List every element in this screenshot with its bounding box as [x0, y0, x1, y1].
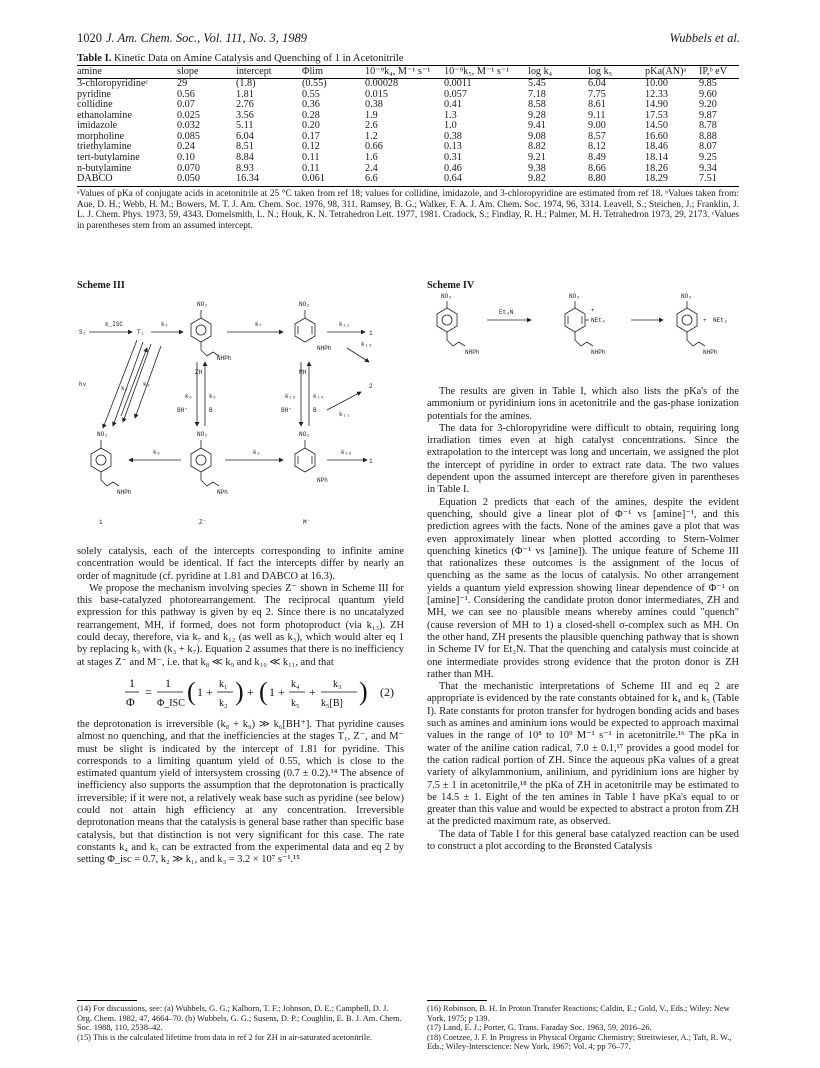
eq-k4: k₄ — [291, 679, 300, 690]
label-k10: k₁₀ — [341, 449, 352, 456]
table-cell: 14.50 — [645, 120, 668, 132]
table-cell: 1.0 — [444, 120, 457, 132]
table-cell: 29 — [177, 78, 188, 89]
table-cell: 0.050 — [177, 174, 236, 186]
table-cell: 1.2 — [365, 130, 378, 142]
table-cell: 2.76 — [236, 99, 254, 111]
label-product-1-bottom: 1 — [369, 458, 373, 465]
footnote-14: (14) For discussions, see: (a) Wubbels, G. G.; Kalhorn, T. F.; Johnson, D. E.; Campbell, D. J. Org. Chem. 1982, 47, 4664–70. (b) Wubbels, G. G.; Susens, D. P.; Coughlin, E. B. J. Am. Chem. Soc. 1988, 110, 2538–42. — [77, 1004, 402, 1033]
table-cell: 9.60 — [699, 88, 717, 100]
table-cell: 9.25 — [699, 152, 717, 164]
table-cell: 14.90 — [645, 99, 668, 111]
eq-phi-isc: Φ_ISC — [157, 698, 185, 709]
eq-k3: k₃ — [333, 679, 342, 690]
table-cell: 0.38 — [365, 99, 383, 111]
table-cell: 0.56 — [177, 88, 195, 100]
table-cell: 0.66 — [365, 141, 383, 153]
label-nhph-1: NHPh — [117, 489, 132, 496]
table-cell: 8.07 — [699, 141, 717, 153]
table-cell: 12.33 — [645, 88, 668, 100]
label-no2-1: NO₂ — [97, 431, 108, 438]
table-cell: 5.11 — [236, 120, 254, 132]
table-cell: 8.66 — [588, 162, 606, 174]
label-kisc: k_ISC — [105, 321, 124, 328]
footnote-17: (17) Land, E. J.; Porter, G. Trans. Faraday Soc. 1963, 59, 2016–26. — [427, 1023, 652, 1033]
scheme-3-title: Scheme III — [77, 280, 125, 291]
eq-plus: + — [247, 685, 254, 699]
table-footnote: ᵃValues of pKa of conjugate acids in acetonitrile at 25 °C taken from ref 18; values for collidine, imidazole, and 3-chloropyridine are estimated from ref 18. ᵇValues taken from: Aue, D. H.; Webb, H. M.; Bowers, M. T. J. Am. Chem. Soc. 1976, 98, 311. Ramsey, B. G.; Walker, F. A. J. Am. Chem. Soc. 1974, 96, 3314. Leavell, S.; Steichen, J.; Franklin, J. L. J. Chem. Phys. 1973, 59, 4343. Domelsmith, L. N.; Houk, K. N. Tetrahedron Lett. 1977, 1981. Cradock, S.; Findlay, R. H.; Palmer, M. H. Tetrahedron 1973, 29, 2173. ᶜValues in parentheses stem from an assumed intercept. — [77, 189, 739, 231]
label-s1: S₁ — [79, 329, 87, 336]
s4-et3n: Et₃N — [499, 309, 514, 316]
table-cell: 0.025 — [177, 109, 200, 121]
eq-k1: k₁ — [219, 679, 228, 690]
table-cell: 0.057 — [444, 88, 467, 100]
footnote-16: (16) Robinson, B. H. In Proton Transfer Reactions; Caldin, E.; Gold, V., Eds.; Wiley: New York, 1975; p 139. — [427, 1004, 730, 1023]
page-number: 1020 — [77, 31, 102, 45]
table-cell: 7.75 — [588, 88, 606, 100]
table-cell: 17.53 — [645, 109, 668, 121]
label-k12: k₁₂ — [339, 321, 350, 328]
svg-text:+: + — [309, 685, 316, 699]
ring-zh — [191, 318, 211, 342]
table-cell: 8.78 — [699, 120, 717, 132]
label-product-1-top: 1 — [369, 330, 373, 337]
table-cell: 0.085 — [177, 130, 200, 142]
table-cell: 0.061 — [302, 174, 365, 186]
svg-text:=: = — [145, 685, 152, 699]
scheme-4-title: Scheme IV — [427, 280, 475, 291]
table-cell: 8.12 — [588, 141, 606, 153]
table-cell: 0.032 — [177, 120, 200, 132]
table-cell: 0.12 — [302, 141, 320, 153]
ring-1 — [91, 448, 111, 472]
table-cell: 0.11 — [302, 152, 320, 164]
eq-k5b: k₅[B] — [321, 698, 343, 709]
left-column-bottom — [77, 719, 404, 867]
label-bh-left: BH⁺ — [177, 407, 188, 414]
label-bh-right: BH⁺ — [281, 407, 292, 414]
table-cell: 3.56 — [236, 109, 254, 121]
right-paragraph-4: That the mechanistic interpretations of Scheme III and eq 2 are appropriate is evidenced by the rate constants obtained for k₄ and k₅ (Table I). Rate constants for proton transfer for hydrogen bonding acids and bases such as amines and aminium ions would be expected to approach maximal values in the range of 10⁸ to 10⁹ M⁻¹ s⁻¹ in acetonitrile.¹⁶ The pKa in water of the aniline cation radical, 7.0 ± 0.1,¹⁷ provides a good model for the cation radical portion of ZH. Since the aqueous pKa values of a great variety of alkylammonium, anilinium, and pyridinium ions are higher by 7.5 ± 1 in acetonitrile,¹⁸ the pKa of ZH in acetonitrile may be estimated to be 14.5 ± 1. Eight of the ten amines in Table I have pKa's equal to or greater than this value and would be expected to abstract a proton from ZH at the predicted maximum rate, as observed. — [427, 681, 739, 828]
table-row — [77, 174, 739, 186]
table-row — [77, 100, 739, 111]
table-cell: (0.55) — [302, 78, 327, 89]
s4-nhph-c: NHPh — [703, 349, 718, 356]
eq-number: (2) — [380, 685, 394, 699]
svg-text:): ) — [235, 677, 244, 706]
footnote-rule-right — [427, 1000, 487, 1001]
table-cell: (1.8) — [236, 78, 256, 89]
table-cell: 0.31 — [444, 152, 462, 164]
table-cell: 6.04 — [588, 78, 606, 89]
table-cell: 0.11 — [302, 162, 320, 174]
label-k7: k₇ — [255, 321, 263, 328]
eq-k2: k₂ — [219, 698, 228, 709]
label-k6: k₆ — [185, 393, 193, 400]
label-product-2: 2 — [369, 383, 373, 390]
amine-name-cell: tert-butylamine — [77, 152, 140, 164]
table-cell: 0.41 — [444, 99, 462, 111]
table-cell: 9.28 — [528, 109, 546, 121]
table-cell: 18.29 — [645, 174, 699, 186]
table-cell: 0.28 — [302, 109, 320, 121]
label-k11: k₁₁ — [339, 411, 350, 418]
table-cell: 0.07 — [177, 99, 195, 111]
amine-name-cell: ethanolamine — [77, 109, 132, 121]
table-caption-label: Table I. — [77, 53, 112, 64]
table-cell: 6.6 — [365, 174, 444, 186]
label-k1: k₁ — [121, 385, 129, 392]
table-cell: 8.84 — [236, 152, 254, 164]
left-paragraph-1: solely catalysis, each of the intercepts corresponding to infinite amine concentration would be identical. If fact the intercepts differ by nearly an order of magnitude (cf. pyridine at 1.81 and DABCO at 16.3). — [77, 546, 404, 582]
column-header: 10⁻⁹k₅, M⁻¹ s⁻¹ — [444, 66, 528, 79]
label-m-minus: M⁻ — [303, 519, 311, 526]
column-header: Φlim — [302, 66, 365, 79]
table-cell: 9.11 — [588, 109, 606, 121]
label-k8: k₈ — [153, 449, 161, 456]
table-cell: 9.82 — [528, 174, 588, 186]
label-k2: k₂ — [161, 321, 169, 328]
scheme-3-diagram — [77, 290, 407, 536]
table-body — [77, 79, 739, 187]
table-cell: 8.51 — [236, 141, 254, 153]
table-cell: 8.49 — [588, 152, 606, 164]
table-cell: 18.46 — [645, 141, 668, 153]
column-header: IP,ᵇ eV — [699, 66, 739, 79]
table-caption-text: Kinetic Data on Amine Catalysis and Quenching of 1 in Acetonitrile — [114, 53, 404, 64]
table-cell: 0.070 — [177, 162, 200, 174]
s4-nhph-b: NHPh — [591, 349, 606, 356]
label-k5: k₅ — [209, 393, 217, 400]
label-nph-m: NPh — [317, 477, 328, 484]
table-cell: 8.93 — [236, 162, 254, 174]
label-b-left: B — [209, 407, 213, 414]
s4-nhph-a: NHPh — [465, 349, 480, 356]
right-paragraph-2: The data for 3-chloropyridine were difficult to obtain, requiring long irradiation times even at high catalyst concentrations. Since the extrapolation to the intercept was long and uncertain, we assigned the plot the intercept of pyridine in order to extract rate data. The two values dependent upon the assumed intercept are therefore given in parentheses in Table I. — [427, 422, 739, 496]
table-header — [77, 66, 739, 79]
table-cell: 1.9 — [365, 109, 378, 121]
table-cell: 8.58 — [528, 99, 546, 111]
amine-name-cell: DABCO — [77, 174, 177, 186]
label-zh: ZH — [195, 369, 203, 376]
table-cell: 9.21 — [528, 152, 546, 164]
label-nhph-mh: NHPh — [317, 345, 332, 352]
table-cell: 6.04 — [236, 130, 254, 142]
right-paragraph-1: The results are given in Table I, which also lists the pKa's of the ammonium or pyridinium ions in acetonitrile and the gas-phase ionization potentials for the amines. — [427, 386, 739, 422]
footnotes-right — [427, 1004, 739, 1052]
amine-name-cell: collidine — [77, 99, 113, 111]
amine-name-cell: n-butylamine — [77, 162, 132, 174]
label-no2-z: NO₂ — [197, 431, 208, 438]
table-cell: 9.34 — [699, 162, 717, 174]
table-cell: 10.00 — [645, 78, 668, 89]
label-b-right: B — [313, 407, 317, 414]
column-header: 10⁻⁹k₄, M⁻¹ s⁻¹ — [365, 66, 444, 79]
table-cell: 9.38 — [528, 162, 546, 174]
label-no2-mh: NO₂ — [299, 301, 310, 308]
svg-text:1 +: 1 + — [197, 685, 213, 699]
table-cell: 0.10 — [177, 152, 195, 164]
column-header: log k₅ — [588, 66, 645, 79]
table-cell: 9.41 — [528, 120, 546, 132]
table-cell: 18.26 — [645, 162, 668, 174]
table-row — [77, 79, 739, 90]
table-cell: 0.64 — [444, 174, 528, 186]
table-cell: 9.85 — [699, 78, 717, 89]
right-column — [427, 386, 739, 853]
table-row — [77, 153, 739, 164]
footnote-15: (15) This is the calculated lifetime from data in ref 2 for ZH in air-saturated acetonitrile. — [77, 1032, 373, 1042]
label-nph-z: NPh — [217, 489, 228, 496]
column-header: slope — [177, 66, 236, 79]
equation-2 — [77, 670, 404, 714]
table-cell: 7.51 — [699, 174, 739, 186]
table-cell: 0.13 — [444, 141, 462, 153]
amine-name-cell: pyridine — [77, 88, 111, 100]
footnote-rule-left — [77, 1000, 137, 1001]
svg-text:1 +: 1 + — [269, 685, 285, 699]
s4-no2-c: NO₂ — [681, 293, 692, 300]
table-cell: 8.57 — [588, 130, 606, 142]
table-cell: 9.08 — [528, 130, 546, 142]
amine-name-cell: triethylamine — [77, 141, 132, 153]
table-cell: 0.17 — [302, 130, 320, 142]
s4-plus-b: + — [591, 307, 595, 314]
s4-no2-b: NO₂ — [569, 293, 580, 300]
amine-name-cell: imidazole — [77, 120, 118, 132]
table-cell: 5.45 — [528, 78, 546, 89]
label-t1: T₁ — [137, 329, 145, 336]
kinetic-data-table — [77, 65, 739, 187]
amine-name-cell: morpholine — [77, 130, 124, 142]
label-k15: k₁₅ — [285, 393, 296, 400]
table-cell: 2.6 — [365, 120, 378, 132]
label-compound-1: 1 — [99, 519, 103, 526]
s4-plus-c: + — [703, 317, 707, 324]
table-cell: 16.34 — [236, 174, 302, 186]
label-no2-m: NO₂ — [299, 431, 310, 438]
column-header: intercept — [236, 66, 302, 79]
footnotes-left — [77, 1004, 404, 1042]
column-header: pKa(AN)ᵃ — [645, 66, 699, 79]
table-cell: 1.6 — [365, 152, 378, 164]
eq-one-b: 1 — [165, 676, 171, 690]
table-cell: 2.4 — [365, 162, 378, 174]
ring-z-minus — [191, 448, 211, 472]
journal-citation: J. Am. Chem. Soc., Vol. 111, No. 3, 1989 — [106, 31, 308, 45]
eq-k5: k₅ — [291, 698, 300, 709]
table-cell: 0.46 — [444, 162, 462, 174]
table-caption — [77, 53, 404, 64]
table-cell: 0.36 — [302, 99, 320, 111]
label-hv: hν — [79, 381, 87, 388]
table-cell: 9.20 — [699, 99, 717, 111]
table-cell: 8.88 — [699, 130, 717, 142]
table-cell: 8.80 — [588, 174, 645, 186]
label-no2-zh: NO₂ — [197, 301, 208, 308]
svg-text:(: ( — [187, 677, 196, 706]
table-cell: 8.82 — [528, 141, 546, 153]
running-header — [77, 31, 740, 49]
table-cell: 0.0011 — [444, 78, 472, 89]
s4-net3-b: NEt₃ — [591, 317, 606, 324]
label-nhph-zh: NHPh — [217, 355, 232, 362]
table-cell: 7.18 — [528, 88, 546, 100]
footnote-18: (18) Coetzee, J. F. In Progress in Physical Organic Chemistry; Streitwieser, A.; Taft, R. W., Eds.; Wiley-Interscience: New York, 1967; Vol. 4; pp 76–77. — [427, 1032, 732, 1052]
table-cell: 0.015 — [365, 88, 388, 100]
table-cell: 9.87 — [699, 109, 717, 121]
table-cell: 8.61 — [588, 99, 606, 111]
s4-no2-a: NO₂ — [441, 293, 452, 300]
column-header: amine — [77, 66, 177, 79]
label-z-minus: Z⁻ — [199, 519, 207, 526]
svg-text:(: ( — [259, 677, 268, 706]
table-cell: 0.55 — [302, 88, 320, 100]
table-cell: 0.00028 — [365, 78, 399, 89]
eq-one: 1 — [129, 676, 135, 690]
label-mh: MH — [299, 369, 307, 376]
table-cell: 0.38 — [444, 130, 462, 142]
right-paragraph-5: The data of Table I for this general base catalyzed reaction can be used to construct a plot according to the Brønsted Catalysis — [427, 828, 739, 852]
eq-phi: Φ — [126, 695, 135, 709]
table-cell: 1.81 — [236, 88, 254, 100]
s4-net3-c: NEt₃ — [713, 317, 728, 324]
label-k3: k₃ — [143, 381, 151, 388]
table-cell: 0.20 — [302, 120, 320, 132]
right-paragraph-3: Equation 2 predicts that each of the amines, despite the evident quenching, should give a linear plot of Φ⁻¹ vs [amine]⁻¹, and this prediction agrees with the facts. None of the amines gave a plot that was even approximately linear when plotted according to Stern-Volmer quenching kinetics (Φ⁻¹ vs [amine]). The unique feature of Scheme III that rationalizes these outcomes is the assignment of the locus of quenching as the same as the locus of catalysis. No other arrangement yields a quantum yield expression showing linear dependence of Φ⁻¹ on [amine]⁻¹. Considering the candidate proton donor intermediates, ZH and MH, we can see no plausible means whereby amines could "quench" (cause reversion of MH to 1) a closed-shell σ-complex such as MH. On the other hand, ZH presents the plausible quenching pathway that is shown in Scheme IV for Et₃N. That the quenching and catalysis must coincide at one intermediate provides strong evidence that the proton donor is ZH rather than MH. — [427, 496, 739, 680]
scheme-4-diagram — [427, 290, 739, 360]
label-k14: k₁₄ — [313, 393, 324, 400]
left-paragraph-2: We propose the mechanism involving species Z⁻ shown in Scheme III for this base-catalyzed photorearrangement. The reciprocal quantum yield expression for this pathway is given by eq 2. Since there is no uncatalyzed rearrangement, MH, if formed, does not form photoproduct (via k₁₃). ZH could decay, therefore, via k₇ and k₁₂ (as well as k₃), which would alter eq 1 by replacing k₃ with (k₃ + k₇). Equation 2 assumes that there is no inefficiency at stages Z⁻ and M⁻, i.e. that k₈ ≪ k₉ and k₁₀ ≪ k₁₁, and that — [77, 582, 404, 668]
label-k13: k₁₃ — [361, 341, 372, 348]
left-column-top — [77, 546, 404, 669]
table-cell: 9.00 — [588, 120, 606, 132]
amine-name-cell: 3-chloropyridineᶜ — [77, 78, 149, 89]
table-cell: 1.3 — [444, 109, 457, 121]
label-k9: k₉ — [253, 449, 261, 456]
table-cell: 16.60 — [645, 130, 668, 142]
svg-text:): ) — [359, 677, 368, 706]
ring-zh-aromatic — [196, 325, 206, 335]
left-paragraph-3: the deprotonation is irreversible (k₈ + k₉) ≫ k₆[BH⁺]. That pyridine causes almost no quenching, and that the inefficiencies at the stages T₁, Z⁻, and M⁻ must be slight is indicated by the intercept of 1.81 for pyridine. This corresponds to a limiting quantum yield of 0.55, which is close to the estimated quantum yield of intersystem crossing (0.7 ± 0.2).¹⁴ The absence of inefficiency also supports the assumption that the deprotonation is practically irreversible; if it were not, a relatively weak base such as pyridine (see below) could not attain high efficiency at any concentration. Irreversible deprotonation means that the catalysis is general base rather than specific base catalysis, but that distinction is not very significant for this case. The rate constants k₄ and k₅ can be extracted from the experimental data and eq 2 by setting Φ_isc = 0.7, k₂ ≫ k₁, and k₃ = 3.2 × 10⁷ s⁻¹.¹⁵ — [77, 719, 404, 866]
column-header: log k₄ — [528, 66, 588, 79]
table-cell: 18.14 — [645, 152, 668, 164]
table-cell: 0.24 — [177, 141, 195, 153]
author-header: Wubbels et al. — [669, 31, 740, 45]
